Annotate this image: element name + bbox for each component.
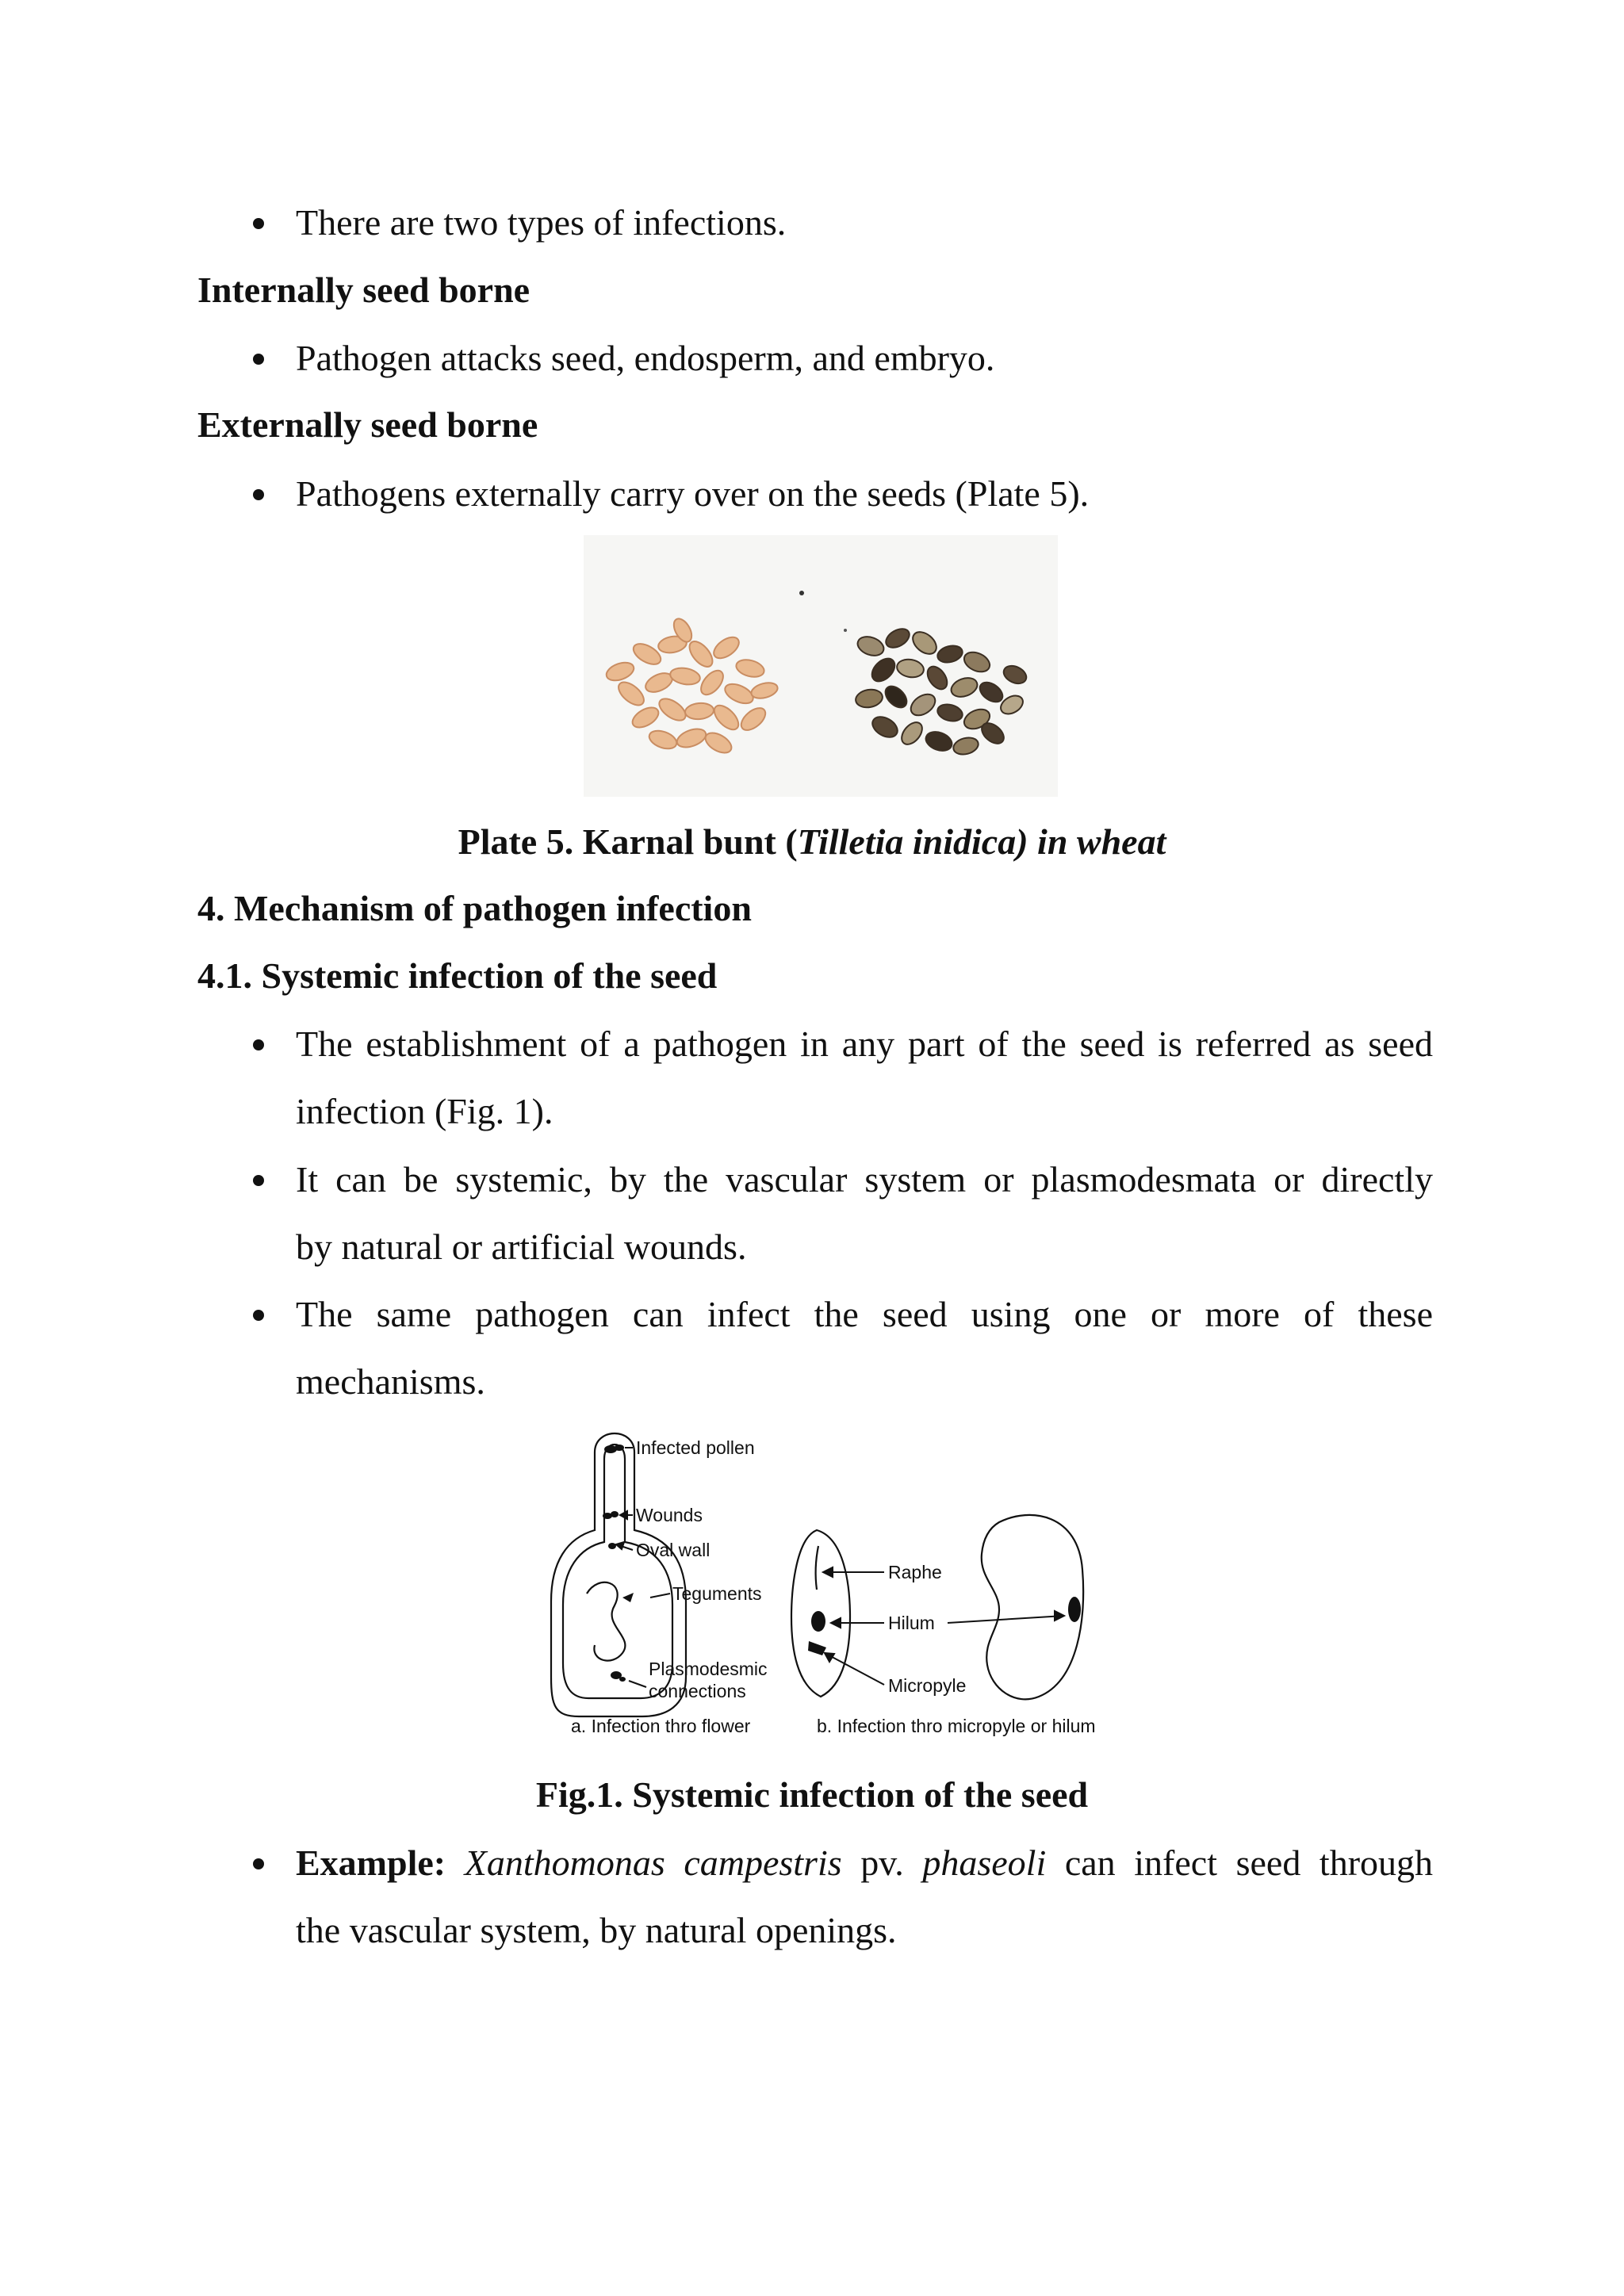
fig1-caption: Fig.1. Systemic infection of the seed [535, 1774, 1089, 1815]
section41-heading: 4.1. Systemic infection of the seed [197, 955, 718, 996]
plate5-caption-prefix: Plate 5. Karnal bunt ( [458, 821, 798, 862]
bullet-dot [253, 218, 264, 229]
example-line2: the vascular system, by natural openings. [296, 1910, 897, 1950]
example-line1 [296, 1841, 1433, 1885]
label-hilum: Hilum [888, 1613, 935, 1633]
label-plasmodesmic: Plasmodesmic [649, 1659, 768, 1679]
internal-bullet-text: Pathogen attacks seed, endosperm, and embryo. [296, 338, 995, 378]
bullet-dot [253, 489, 264, 500]
example-pathovar: phaseoli [922, 1843, 1047, 1883]
example-rest: can infect seed through [1046, 1843, 1434, 1883]
label-micropyle: Micropyle [888, 1675, 967, 1696]
sec4-bullet3-line1: The same pathogen can infect the seed using one or more of these [296, 1294, 1433, 1334]
sec4-bullet2-line1: It can be systemic, by the vascular system or plasmodesmata or directly [296, 1159, 1433, 1200]
external-bullet-text: Pathogens externally carry over on the seeds (Plate 5). [296, 473, 1090, 514]
example-label: Example: [296, 1843, 446, 1883]
label-sub-b: b. Infection thro micropyle or hilum [817, 1716, 1096, 1736]
label-sub-a: a. Infection thro flower [571, 1716, 751, 1736]
plate5-wheat-photo [584, 535, 1058, 797]
label-oval-wall: Oval wall [636, 1540, 710, 1560]
sec4-bullet3-line2: mechanisms. [296, 1361, 485, 1402]
plate5-caption-species: Tilletia inidica) in wheat [797, 821, 1166, 862]
label-infected-pollen: Infected pollen [636, 1437, 755, 1458]
example-organism: Xanthomonas campestris [464, 1843, 842, 1883]
external-heading: Externally seed borne [197, 404, 538, 445]
fig1-diagram [523, 1411, 1110, 1744]
sec4-bullet1-line2: infection (Fig. 1). [296, 1091, 553, 1131]
bullet-dot [253, 354, 264, 365]
label-connections: connections [649, 1681, 746, 1701]
bullet-dot [253, 1175, 264, 1186]
bullet-dot [253, 1039, 264, 1050]
label-teguments: Teguments [672, 1583, 762, 1604]
plate5-caption [0, 820, 1624, 864]
bullet-dot [253, 1858, 264, 1869]
example-pv: pv. [841, 1843, 923, 1883]
section4-heading: 4. Mechanism of pathogen infection [197, 888, 752, 928]
sec4-bullet1-line1: The establishment of a pathogen in any part of the seed is referred as seed [296, 1024, 1433, 1064]
intro-bullet-text: There are two types of infections. [296, 202, 787, 243]
internal-heading: Internally seed borne [197, 270, 530, 310]
label-raphe: Raphe [888, 1562, 942, 1582]
sec4-bullet2-line2: by natural or artificial wounds. [296, 1226, 747, 1267]
bullet-dot [253, 1310, 264, 1321]
infection-marks [603, 1445, 1081, 1682]
label-wounds: Wounds [636, 1505, 703, 1525]
